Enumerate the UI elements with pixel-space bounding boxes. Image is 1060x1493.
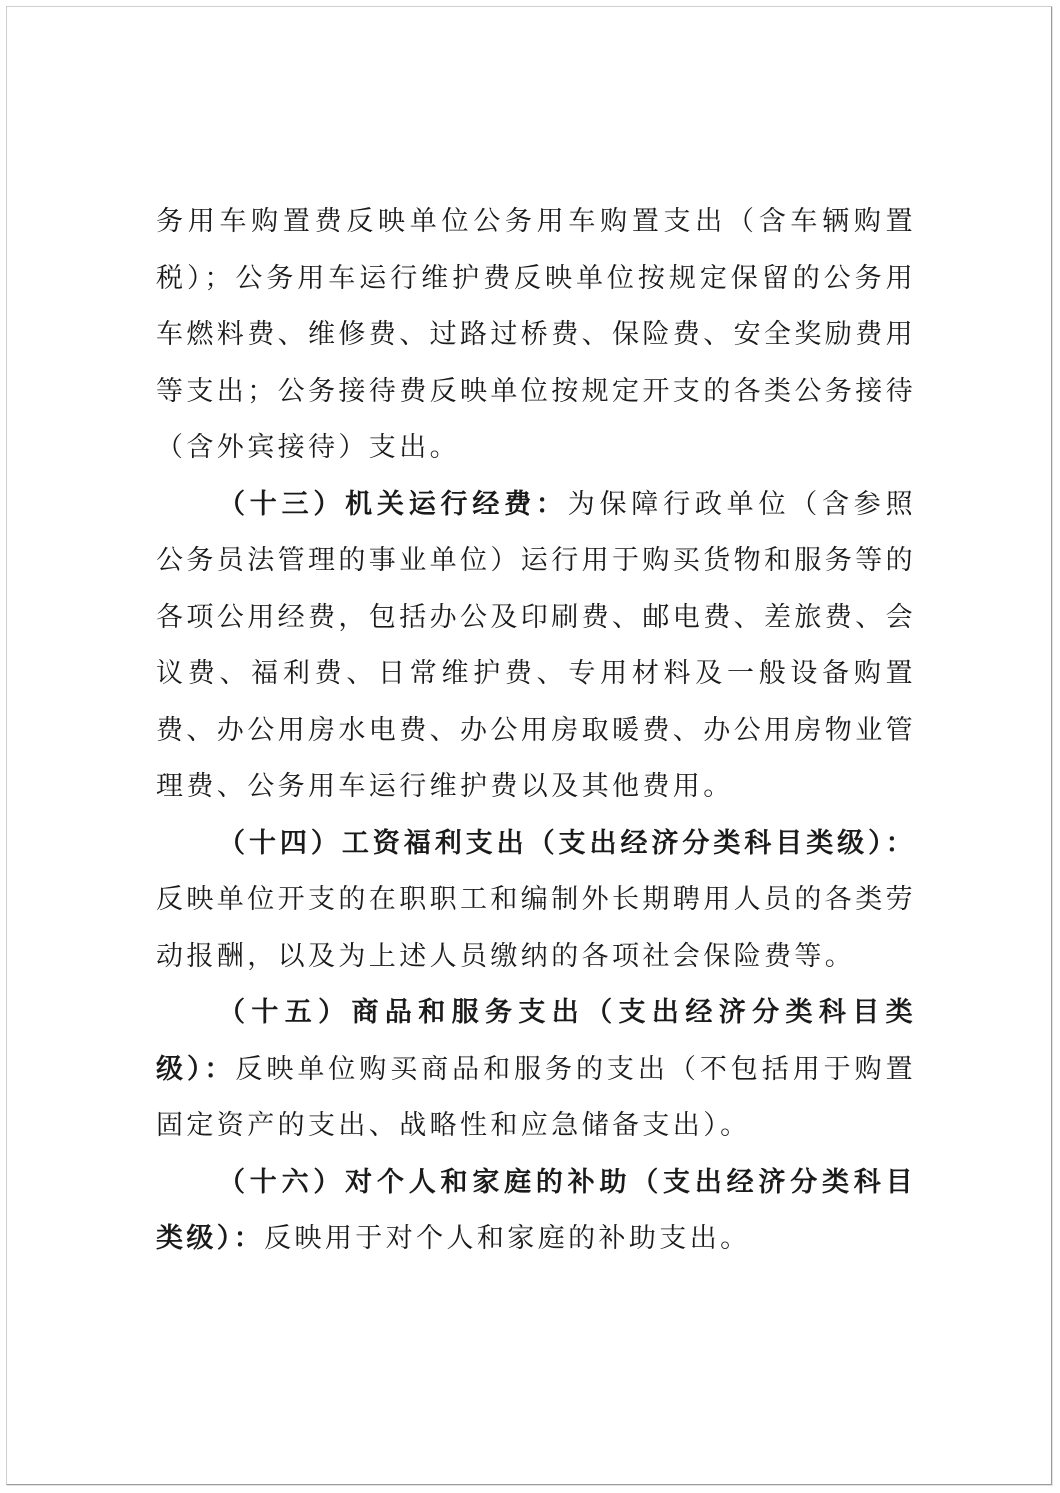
document-page <box>6 6 1052 1485</box>
paragraph-text: 反映单位开支的在职职工和编制外长期聘用人员的各类劳动报酬，以及为上述人员缴纳的各项社会保险费等。 <box>156 884 916 972</box>
document-body <box>156 194 916 1268</box>
paragraph-text: 务用车购置费反映单位公务用车购置支出（含车辆购置税）；公务用车运行维护费反映单位按规定保留的公务用车燃料费、维修费、过路过桥费、保险费、安全奖励费用等支出；公务接待费反映单位按规定开支的各类公务接待（含外宾接待）支出。 <box>156 206 916 463</box>
paragraph-16 <box>156 1155 916 1268</box>
paragraph-text: 反映用于对个人和家庭的补助支出。 <box>264 1223 751 1254</box>
paragraph-13 <box>156 477 916 816</box>
paragraph-15 <box>156 985 916 1155</box>
paragraph-text: 为保障行政单位（含参照公务员法管理的事业单位）运行用于购买货物和服务等的各项公用经费，包括办公及印刷费、邮电费、差旅费、会议费、福利费、日常维护费、专用材料及一般设备购置费、办公用房水电费、办公用房取暖费、办公用房物业管理费、公务用车运行维护费以及其他费用。 <box>156 488 917 802</box>
section-heading-14: （十四）工资福利支出（支出经济分类科目类级）： <box>218 827 916 859</box>
paragraph-14 <box>156 816 916 986</box>
section-heading-13: （十三）机关运行经费： <box>218 488 568 520</box>
section-heading-15: （十五）商品和服务支出（支出经济分类科目类级）： <box>156 997 916 1085</box>
paragraph-continuation <box>156 194 916 477</box>
paragraph-text: 反映单位购买商品和服务的支出（不包括用于购置固定资产的支出、战略性和应急储备支出）。 <box>156 1053 916 1141</box>
section-heading-16: （十六）对个人和家庭的补助（支出经济分类科目类级）： <box>156 1166 916 1254</box>
